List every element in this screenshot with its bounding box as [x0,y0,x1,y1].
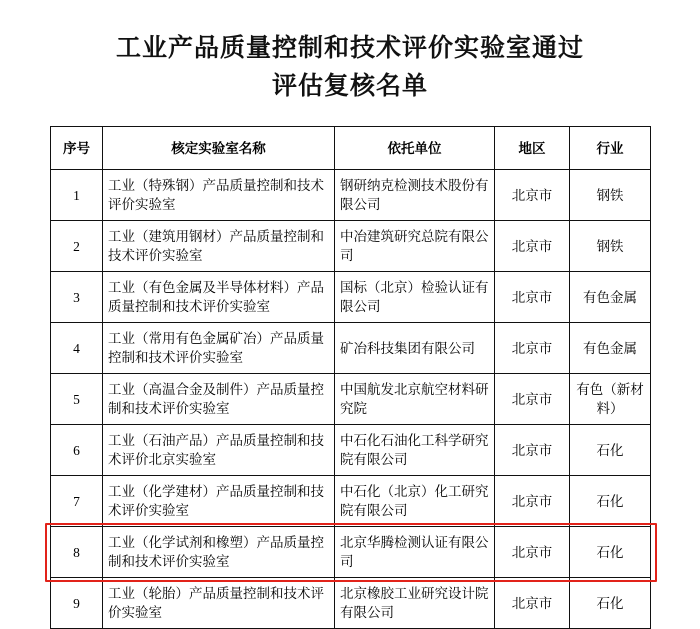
cell-seq: 4 [51,323,103,374]
cell-industry: 钢铁 [570,170,651,221]
cell-region: 北京市 [495,272,570,323]
laboratory-table [50,126,651,629]
cell-region: 北京市 [495,578,570,629]
column-header-organization: 依托单位 [335,127,495,170]
cell-lab-name: 工业（高温合金及制件）产品质量控制和技术评价实验室 [103,374,335,425]
cell-region: 北京市 [495,170,570,221]
table-row [51,323,651,374]
cell-region: 北京市 [495,425,570,476]
column-header-seq: 序号 [51,127,103,170]
cell-industry: 有色（新材料） [570,374,651,425]
title-line-1: 工业产品质量控制和技术评价实验室通过 [115,35,584,62]
cell-organization: 国标（北京）检验认证有限公司 [335,272,495,323]
cell-industry: 有色金属 [570,272,651,323]
cell-seq: 7 [51,476,103,527]
cell-lab-name: 工业（石油产品）产品质量控制和技术评价北京实验室 [103,425,335,476]
cell-seq: 3 [51,272,103,323]
laboratory-table-wrapper [50,126,650,629]
cell-industry: 石化 [570,476,651,527]
cell-industry: 石化 [570,578,651,629]
column-header-industry: 行业 [570,127,651,170]
table-row [51,578,651,629]
table-row [51,221,651,272]
table-row [51,170,651,221]
cell-seq: 2 [51,221,103,272]
cell-industry: 石化 [570,527,651,578]
cell-lab-name: 工业（化学试剂和橡塑）产品质量控制和技术评价实验室 [103,527,335,578]
cell-organization: 中石化（北京）化工研究院有限公司 [335,476,495,527]
cell-lab-name: 工业（特殊钢）产品质量控制和技术评价实验室 [103,170,335,221]
cell-seq: 6 [51,425,103,476]
cell-lab-name: 工业（建筑用钢材）产品质量控制和技术评价实验室 [103,221,335,272]
cell-lab-name: 工业（有色金属及半导体材料）产品质量控制和技术评价实验室 [103,272,335,323]
cell-organization: 钢研纳克检测技术股份有限公司 [335,170,495,221]
cell-region: 北京市 [495,221,570,272]
cell-region: 北京市 [495,476,570,527]
cell-region: 北京市 [495,323,570,374]
column-header-region: 地区 [495,127,570,170]
cell-industry: 钢铁 [570,221,651,272]
table-row-highlighted [51,527,651,578]
cell-organization: 矿冶科技集团有限公司 [335,323,495,374]
cell-industry: 有色金属 [570,323,651,374]
cell-seq: 1 [51,170,103,221]
cell-lab-name: 工业（常用有色金属矿冶）产品质量控制和技术评价实验室 [103,323,335,374]
cell-organization: 北京华腾检测认证有限公司 [335,527,495,578]
cell-seq: 5 [51,374,103,425]
column-header-lab-name: 核定实验室名称 [103,127,335,170]
cell-organization: 中石化石油化工科学研究院有限公司 [335,425,495,476]
table-row [51,425,651,476]
table-row [51,374,651,425]
cell-organization: 中国航发北京航空材料研究院 [335,374,495,425]
cell-region: 北京市 [495,527,570,578]
document-title [0,0,700,106]
cell-lab-name: 工业（化学建材）产品质量控制和技术评价实验室 [103,476,335,527]
table-row [51,476,651,527]
cell-lab-name: 工业（轮胎）产品质量控制和技术评价实验室 [103,578,335,629]
table-header-row [51,127,651,170]
cell-seq: 9 [51,578,103,629]
cell-organization: 北京橡胶工业研究设计院有限公司 [335,578,495,629]
cell-seq: 8 [51,527,103,578]
cell-region: 北京市 [495,374,570,425]
cell-industry: 石化 [570,425,651,476]
table-row [51,272,651,323]
cell-organization: 中冶建筑研究总院有限公司 [335,221,495,272]
title-line-2: 评估复核名单 [271,73,428,100]
